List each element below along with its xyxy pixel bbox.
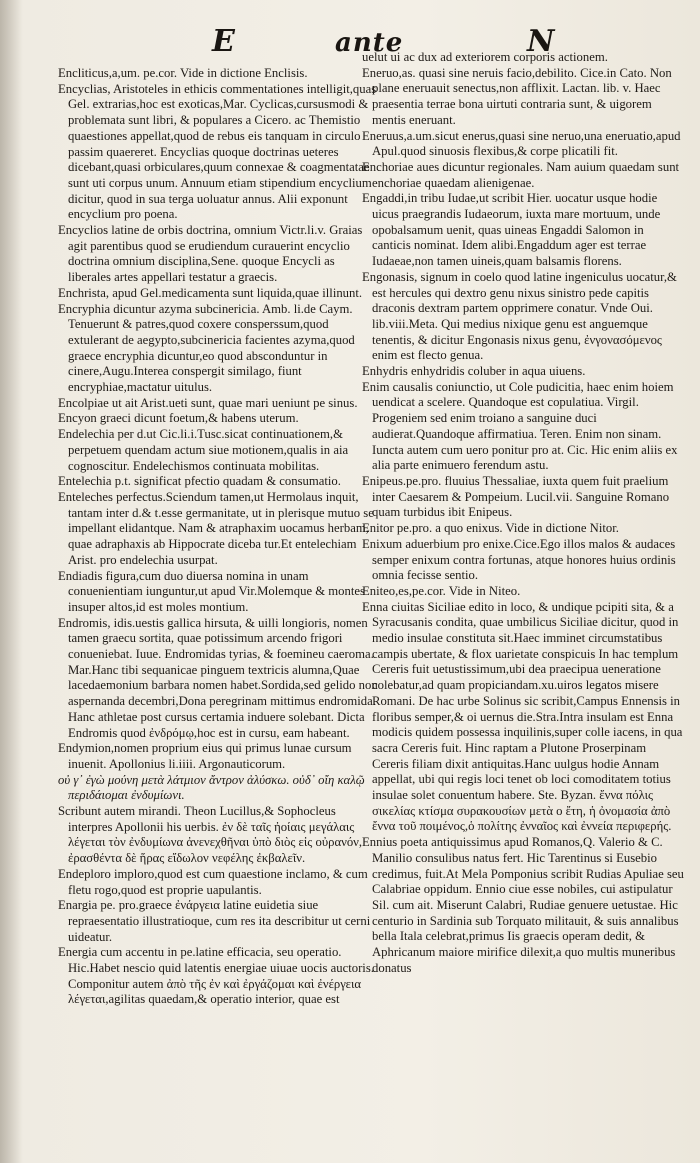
dictionary-entry: Enipeus.pe.pro. fluuius Thessaliae, iuxta quem fuit praelium inter Caesarem & Pompeium. Lucil.vii. Sanguine Romano quam turbidus ibit Enipeus. [362, 473, 670, 520]
header-letter-right: N [527, 24, 555, 59]
dictionary-entry: Scribunt autem mirandi. Theon Lucillus,& Sophocleus interpres Apollonii his uerbis. ἐν δὲ ταῖς ἠοίαις μεγάλαις λέγεται τὸν ἐνδυμίωνα ἀνενεχθῆναι ὑπὸ διὸς εἰς οὐρανόν, ἐρασθέντα δὲ ἥρας εἴδωλον νεφέλης ἐκβαλεῖν. [58, 804, 363, 866]
dictionary-entry: Enargia pe. pro.graece ἐνάργεια latine euidetia siue repraesentatio illustratioque, cum res ita describitur ut cerni uideatur. [58, 898, 371, 944]
dictionary-entry: Ennius poeta antiquissimus apud Romanos,Q. Valerio & C. Manilio consulibus natus fert. Hic Tarentinus si Eusebio credimus, fuit.At Mela Pomponius scribit Rudias Apuliae seu Calabriae oppidum. Ennio ciue esse nobiles, cui astipulatur Sil. cum ait. Miserunt Calabri, Rudiae genuere uetustae. Hic centurio in Sardinia sub Torquato militauit, & suis annalibus bella Itala celebrat,primus Iis graecis operam dedit, & Aphricanum maiore mirifice dilexit,a quo multis muneribus donatus [362, 835, 684, 975]
dictionary-entry: Enhydris enhydridis coluber in aqua uiuens. [362, 364, 586, 379]
dictionary-entry: Encliticus,a,um. pe.cor. Vide in dictione Enclisis. [58, 66, 308, 80]
dictionary-entry: Enna ciuitas Siciliae edito in loco, & undique pcipiti sita, & a Syracusanis condita, quae umbilicus Siciliae dicitur, quod in medio insulae constituta sit.Haec imminet circumstatibus campis ubertate, & flox uarietate conspicuis In hac templum Cereris fuit uetustissimum,ubi dea praecipua ueneratione colebatur,ad quam propiciandam.xu.uiros legatos misere Romani. De hac urbe Solinus sic scribit,Campus Ennensis in floribus semper,& oi uernus die.Stra.Intra insulam est Enna modicis quidem possessa inquilinis,super colle iacens, in qua sacra Cereris fuit. Hinc raptam a Plutone Proserpinam Cereris filiam dixit antiquitas.Hanc uulgus hodie Annam appellat, ubi qui regis loci tenet ob loci comoditatem totius insulae solet conuentum habere. Ste. Byzan. ἔννα πόλις σικελίας κτίσμα συρακουσίων μετὰ ο ἔτη, ἡ ὀνομασία ἀπὸ ἔννα τοῦ ποιμένος,ὁ πολίτης ἐνναῖος καὶ ἐννεία περιφερής. [362, 599, 683, 834]
gutter-shadow [0, 0, 22, 1163]
dictionary-entry: Encyon graeci dicunt foetum,& habens uterum. [58, 411, 299, 426]
dictionary-entry: Endeploro imploro,quod est cum quaestione inclamo, & cum fletu rogo,quod est proprie uapulantis. [58, 866, 368, 897]
dictionary-entry: Endelechia per d.ut Cic.li.i.Tusc.sicat continuationem,& perpetuem quendam actum siue motionem,qualis in aia cognoscitur. Endelechismos continuata mobilitas. [58, 427, 349, 473]
dictionary-entry: Enteleches perfectus.Sciendum tamen,ut Hermolaus inquit, tantam inter d.& t.esse germanitate, ut in plerisque mutuo se impellant elidantque. Nam & atraphaxim uocamus herbam, quae adraphaxis ab Hippocrate diceba tur.Et entelechiam Arist. pro endelechia usurpat. [58, 489, 374, 567]
dictionary-entry: uelut ui ac dux ad exteriorem corporis actionem. [362, 50, 608, 64]
dictionary-entry: Encyclias, Aristoteles in ethicis commentationes intelligit,quas Gel. extrarias,hoc est exoticas,Mar. Cyclicas,cursusmodi & problemata sunt libri, & populares a Cicero. ac Themistio quaestiones appellat,quod de rebus eis tanquam in circulo passim quaereret. Encyclias quoque doctrinas ueteres dicebant,quasi orbiculares,quum connexae & coagmentatae sunt uti corpus unum. Annuum etiam stipendium encyclium dicitur, quod in sua terga uoluatur annus. Alii exponunt encyclium pro poena. [58, 81, 377, 222]
dictionary-entry: Endromis, idis.uestis gallica hirsuta, & uilli longioris, nomen tamen graecu sortita, quae potissimum arcendo frigori conueniebat. Iuue. Endromidas tyrias, & foemineu caeroma. Mar.Hanc tibi sequanicae pinguem textricis alumna,Quae lacedaemonium barbara nomen habet.Sordida,sed gelido non aspernanda decembri,Dona peregrinam mittimus endromida. Hanc athletae post cursus certamia induere solebant. Dicta Endromis quod ἐνδρόμῳ,hoc est in cursu, eam habeant. [58, 615, 378, 740]
dictionary-entry: Endymion,nomen proprium eius qui primus lunae cursum inuenit. Apollonius li.iiii. Argonauticorum. [58, 741, 352, 771]
dictionary-entry: Enchrista, apud Gel.medicamenta sunt liquida,quae illinunt. [58, 285, 363, 300]
dictionary-entry: Entelechia p.t. significat pfectio quadam & consumatio. [58, 474, 341, 489]
right-column [362, 50, 684, 1130]
dictionary-entry: Enitor pe.pro. a quo enixus. Vide in dictione Nitor. [362, 521, 619, 536]
left-column [58, 66, 378, 1146]
dictionary-entry: Encryphia dicuntur azyma subcinericia. Amb. li.de Caym. Tenuerunt & patres,quod coxere consperssum,quod extulerant de aegypto,subcinericia facientes azyma,quod graece encryphia dicuntur,eo quod absconduntur in cinere,Augu.Interea conspergit similago, fiunt encryphiae,mactatur uitulus. [58, 301, 355, 395]
dictionary-entry: Engaddi,in tribu Iudae,ut scribit Hier. uocatur usque hodie uicus praegrandis Iudaeorum, iuxta mare mortuum, unde opobalsamum uenit, quas uineas Engaddi Salomon in canticis nominat. Idem alibi.Engaddum ager est terrae Iudaeae,non tamen uineis,quam balsamis florens. [362, 191, 661, 269]
dictionary-entry: Enixum aduerbium pro enixe.Cice.Ego illos malos & audaces semper enixum contra fortunas, atque honores huius ordinis omnia fecisse sentio. [362, 536, 676, 583]
dictionary-entry: Enim causalis coniunctio, ut Cole pudicitia, haec enim hoiem uendicat a scelere. Quandoque est copulatiua. Virgil. Progeniem sed enim troiano a sanguine duci audierat.Quandoque affirmatiua. Teren. Enim non sinam. Iuncta autem cum uero ponitur pro at. Cic. Hic enim aliis ex alia parte enimuero ferendum astu. [362, 379, 678, 473]
dictionary-entry: Energia cum accentu in pe.latine efficacia, seu operatio. Hic.Habet nescio quid latentis energiae uiuae uocis auctoris. Componitur autem ἀπὸ τῆς ἐν καὶ ἐργάζομαι καὶ ἐνέργεια λέγεται,agilitas quaedam,& operatio interior, quae est [58, 945, 374, 1007]
header-letter: E [212, 24, 235, 59]
dictionary-entry: Engonasis, signum in coelo quod latine ingeniculus uocatur,& est hercules qui dextro genu nixus sinistro pede capitis draconis dextram partem opprimere conatur. Vnde Oui. lib.viii.Meta. Qui medius nixique genu est anguemque tenentis, & dicitur Engonasis nixus genu, ἐνγονασόμενος enim est flecto genua. [362, 269, 677, 363]
dictionary-entry: Encyclios latine de orbis doctrina, omnium Victr.li.v. Graias agit parentibus quod se erudiendum curauerint encyclio doctrina omnium disciplina,Sene. quoque Encycli as liberales artes appellari testatur a graecis. [58, 223, 363, 285]
dictionary-entry: Encolpiae ut ait Arist.ueti sunt, quae mari ueniunt pe sinus. [58, 395, 358, 410]
greek-quotation: οὐ γ᾽ ἐγὼ μούνη μετὰ λάτμιον ἄντρον ἀλύσκω. οὐδ᾽ οἴη καλῷ περιδάιομαι ἐνδυμίωνι. [58, 772, 365, 803]
dictionary-entry: Endiadis figura,cum duo diuersa nomina in unam conuenientiam iunguntur,ut apud Vir.Molemque & montes insuper altos,id est moles montium. [58, 568, 365, 614]
dictionary-entry: Eneruo,as. quasi sine neruis facio,debilito. Cice.in Cato. Non plane eneruauit senectus,non afflixit. Lactan. lib. v. Haec praesentia terrae bona uirtuti contraria sunt, & uigorem mentis eneruant. [362, 65, 672, 127]
dictionary-entry: Enchoriae aues dicuntur regionales. Nam auium quaedam sunt enchoriae quaedam alienigenae. [362, 159, 680, 190]
dictionary-entry: Eniteo,es,pe.cor. Vide in Niteo. [362, 583, 521, 598]
dictionary-entry: Eneruus,a.um.sicut enerus,quasi sine neruo,una eneruatio,apud Apul.quod sinuosis flexibus,& corpe plicatili fit. [362, 128, 681, 159]
header-word: ante [335, 28, 404, 58]
